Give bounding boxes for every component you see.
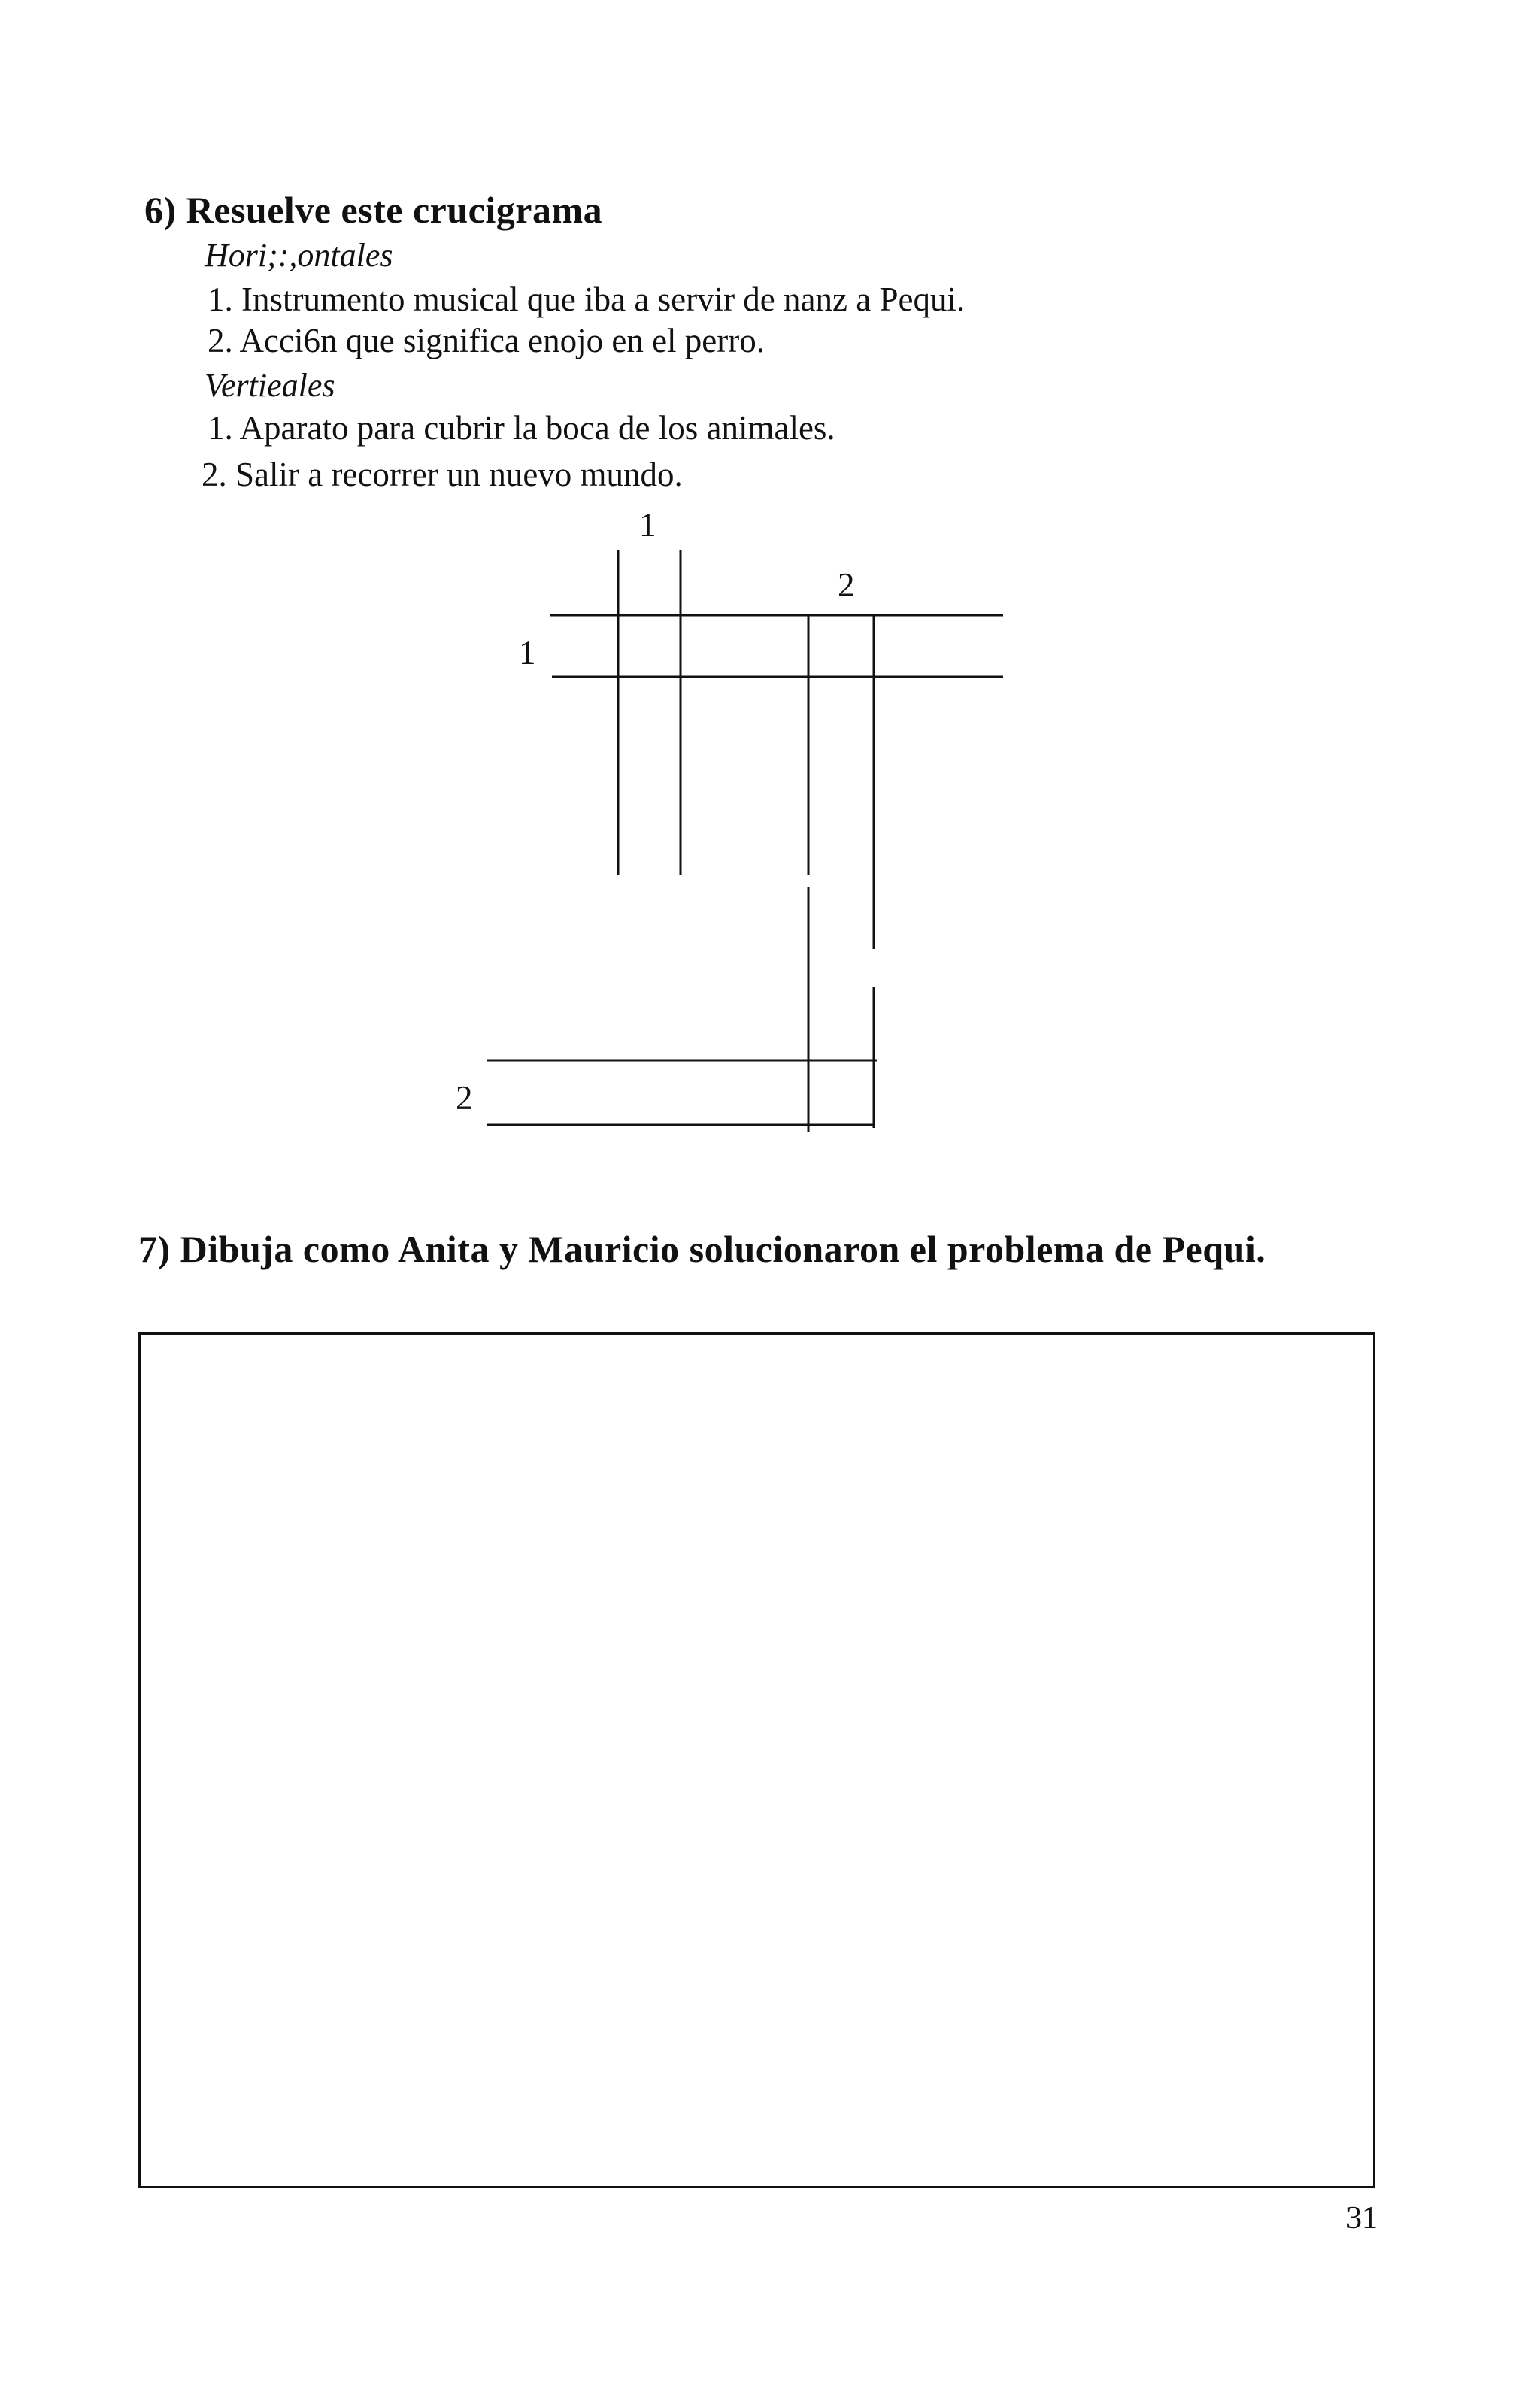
page-number: 31 [1346, 2201, 1378, 2236]
crossword-vertical-2-number: 2 [838, 566, 855, 604]
verticales-label: Vertieales [205, 367, 335, 404]
horizontal-clue-2: 2. Acci6n que significa enojo en el perro. [208, 322, 765, 359]
horizontales-label: Hori;:,ontales [205, 237, 393, 274]
crossword-horizontal-1-number: 1 [519, 634, 536, 671]
section-7-heading: 7) Dibuja como Anita y Mauricio solucionaron el problema de Pequi. [138, 1228, 1266, 1270]
crossword-vertical-1-number: 1 [639, 506, 656, 544]
horizontal-clue-1: 1. Instrumento musical que iba a servir de nanz a Pequi. [208, 280, 966, 318]
vertical-clue-2: 2. Salir a recorrer un nuevo mundo. [202, 456, 683, 493]
section-6-heading: 6) Resuelve este crucigrama [144, 189, 603, 231]
drawing-area-box[interactable] [138, 1332, 1375, 2188]
vertical-clue-1: 1. Aparato para cubrir la boca de los animales. [208, 409, 835, 447]
crossword-horizontal-2-number: 2 [456, 1079, 473, 1117]
